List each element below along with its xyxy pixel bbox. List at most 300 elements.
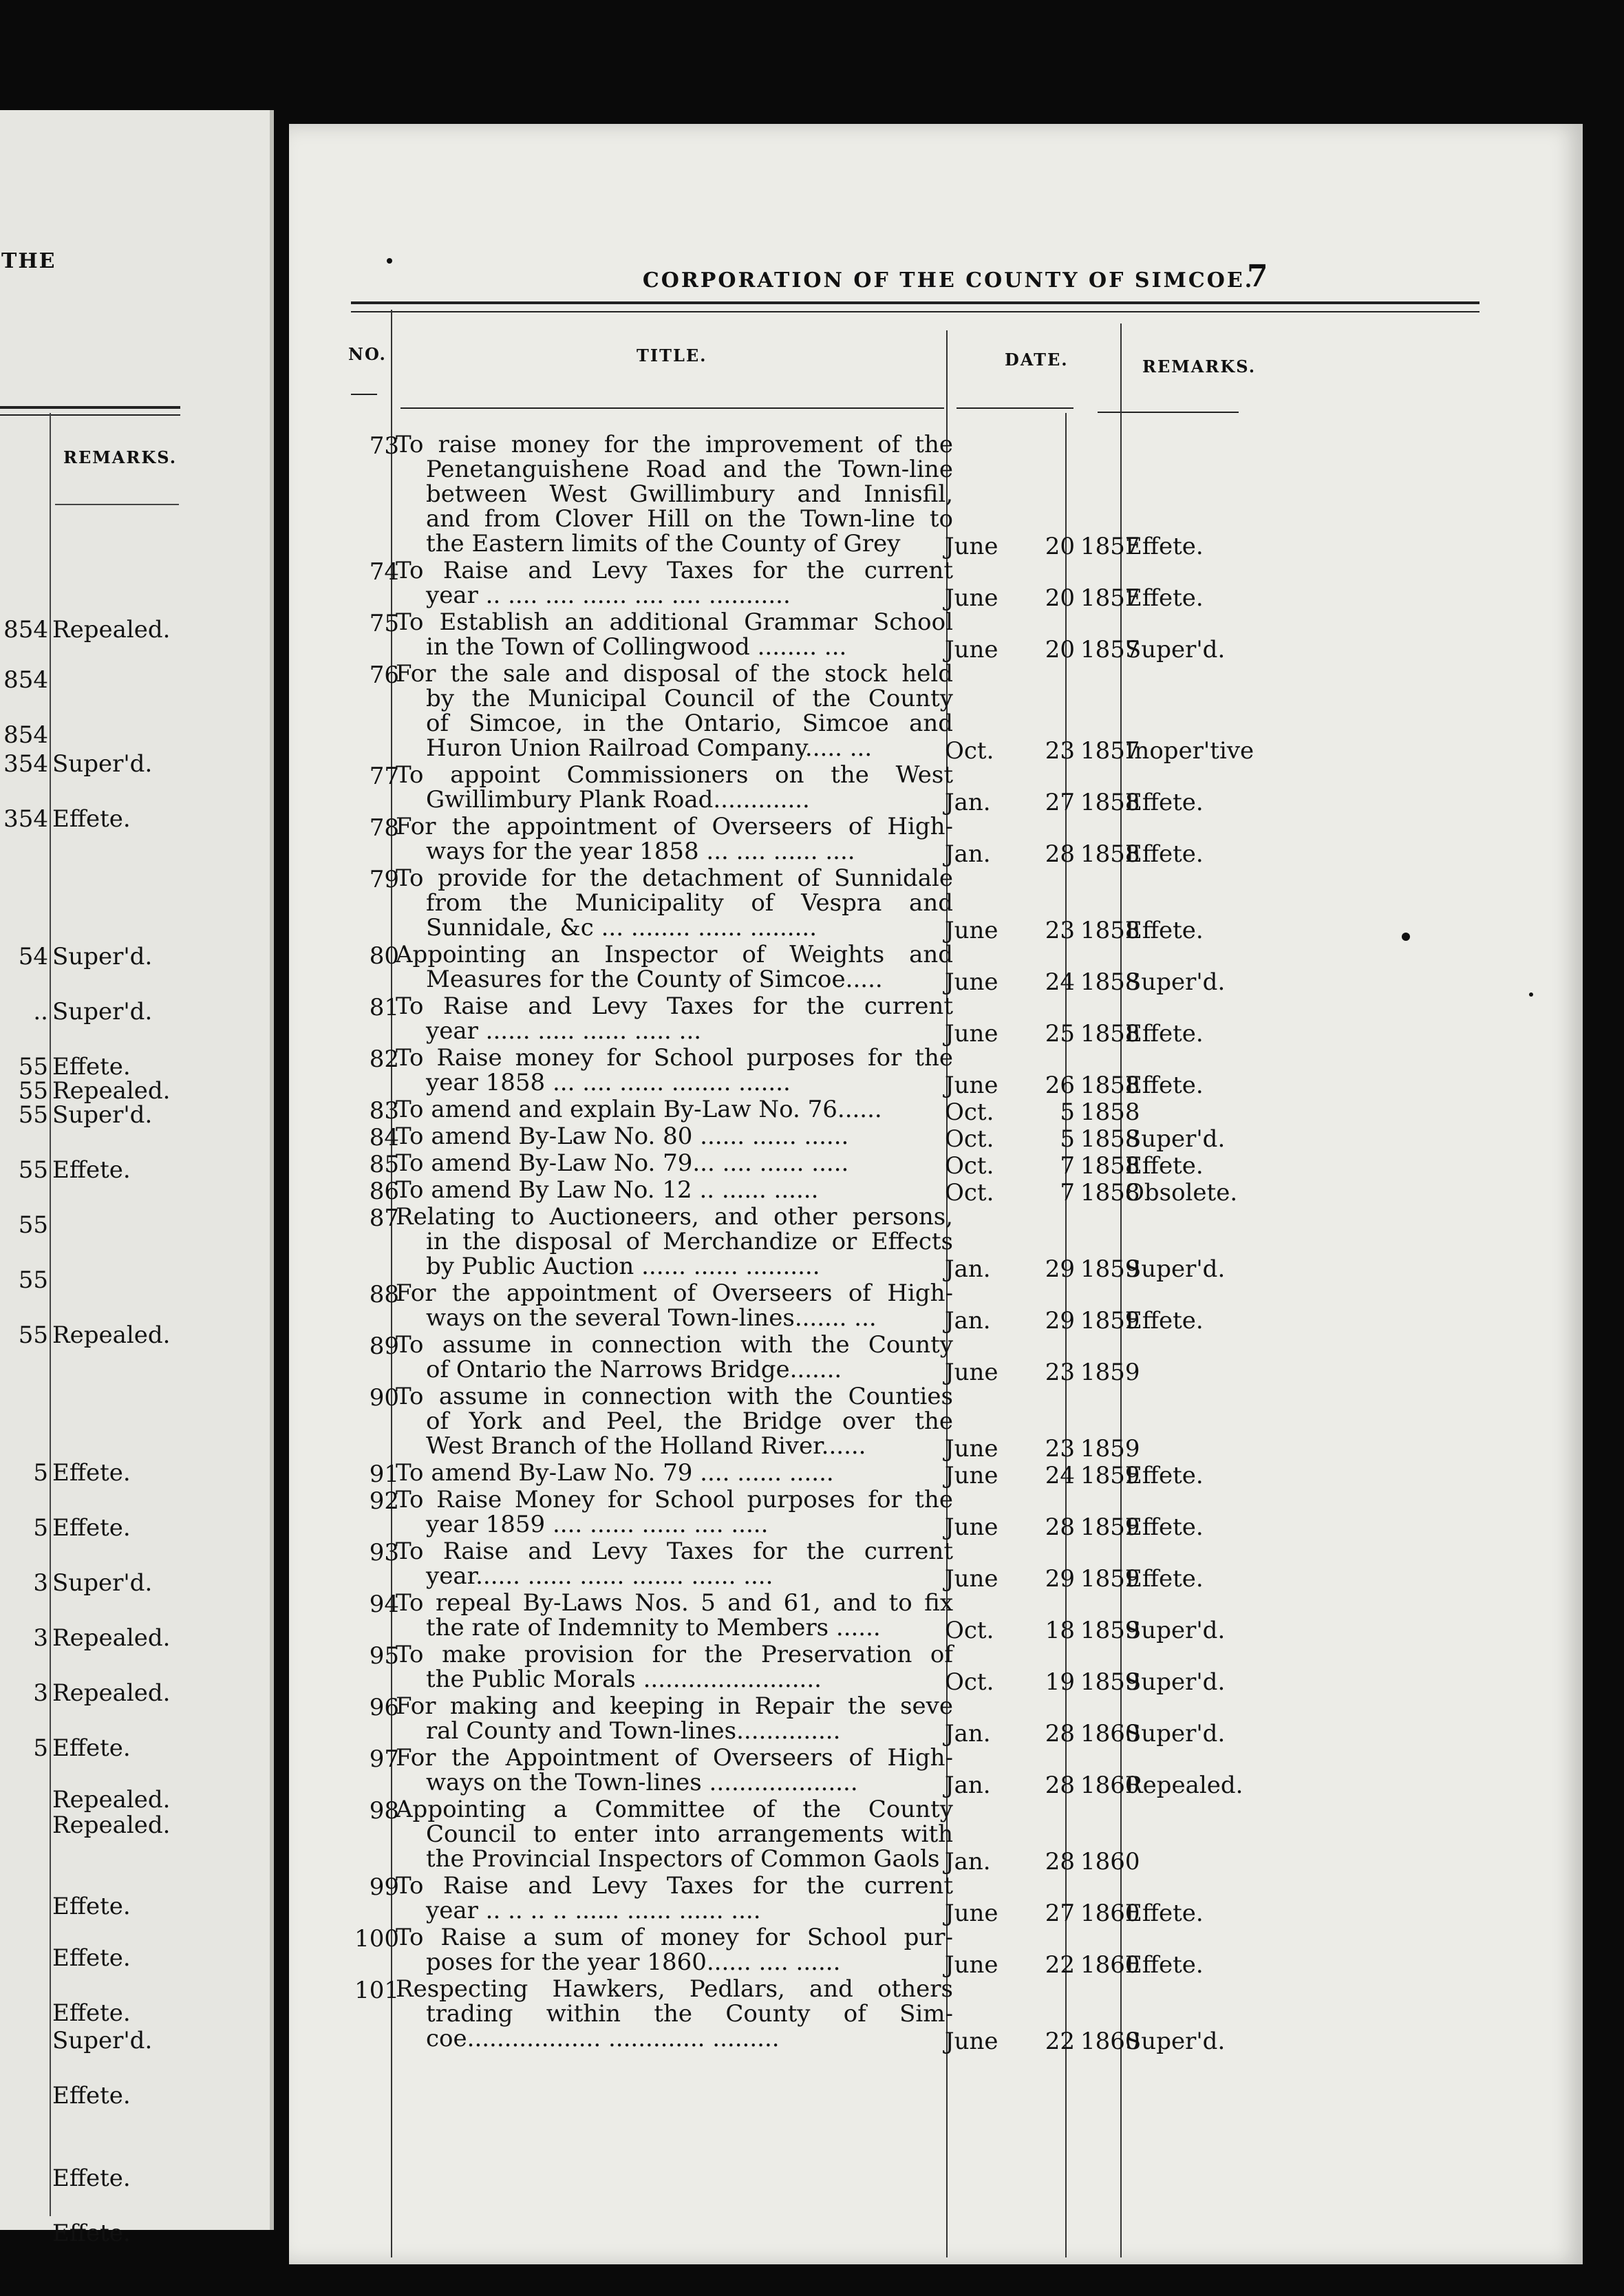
left-page-entry xyxy=(0,1211,52,1239)
bylaw-date-day: 24 xyxy=(1045,1462,1075,1489)
column-header-no: NO. xyxy=(348,344,387,364)
bylaw-title xyxy=(396,1460,953,1485)
left-page-running-head: THE xyxy=(1,249,56,273)
bylaw-date-day: 20 xyxy=(1045,636,1075,663)
bylaw-date-day: 18 xyxy=(1045,1617,1075,1644)
bylaw-remark: Super'd. xyxy=(1125,636,1226,663)
left-page-rule xyxy=(0,406,180,409)
left-page-remark: Effete. xyxy=(52,1734,131,1762)
bylaw-remark: Super'd. xyxy=(1125,1255,1226,1283)
left-page-entry xyxy=(0,1999,131,2027)
left-page-remark: Super'd. xyxy=(52,1101,153,1129)
bylaw-date-month: Oct. xyxy=(945,737,994,765)
bylaw-date-year: 1859 xyxy=(1080,1435,1140,1463)
column-header-date: DATE. xyxy=(1005,350,1069,370)
left-page-remark: Effete. xyxy=(52,805,131,833)
bylaw-title-line: from the Municipality of Vespra and xyxy=(426,889,953,917)
bylaw-remark: Effete. xyxy=(1125,1072,1204,1099)
bylaw-number: 77 xyxy=(369,763,399,790)
bylaw-title xyxy=(396,661,953,761)
bylaw-remark: Inoper'tive xyxy=(1125,737,1254,765)
bylaw-date-month: June xyxy=(945,968,998,996)
bylaw-remark: Effete. xyxy=(1125,1020,1204,1048)
left-page-remark: Repealed. xyxy=(52,1624,171,1652)
bylaw-title-line: To amend By-Law No. 80 ...... ...... ...... xyxy=(396,1123,849,1150)
left-page-rule xyxy=(55,504,179,505)
bylaw-title-line: To amend By Law No. 12 .. ...... ...... xyxy=(396,1176,819,1204)
bylaw-title xyxy=(396,1178,953,1202)
bylaw-title-line: poses for the year 1860...... .... ...... xyxy=(426,1948,841,1976)
bylaw-date-year: 1859 xyxy=(1080,1513,1140,1541)
bylaw-date-day: 29 xyxy=(1045,1307,1075,1335)
left-page-entry xyxy=(0,2165,131,2192)
bylaw-date-year: 1860 xyxy=(1080,1951,1140,1979)
bylaw-title-line: ways on the Town-lines .................... xyxy=(426,1769,858,1796)
bylaw-date-month: June xyxy=(945,1020,998,1048)
bylaw-title-line: trading within the County of Sim- xyxy=(426,2000,953,2028)
bylaw-date-day: 19 xyxy=(1045,1668,1075,1696)
bylaw-title xyxy=(396,1384,953,1458)
bylaw-number: 101 xyxy=(354,1977,399,2004)
bylaw-title-line: To amend By-Law No. 79 .... ...... ...... xyxy=(396,1459,834,1487)
bylaw-date-day: 28 xyxy=(1045,1513,1075,1541)
left-page-year: 55 xyxy=(18,1077,48,1105)
left-page-remark: Effete. xyxy=(52,1999,131,2027)
left-page-remark: Effete. xyxy=(52,1893,131,1920)
bylaw-title xyxy=(396,1539,953,1588)
bylaw-title-line: year .. .... .... ...... .... .... ........... xyxy=(426,582,791,609)
bylaw-remark: Effete. xyxy=(1125,1152,1204,1180)
left-page-entry xyxy=(0,1893,131,1920)
bylaw-number: 91 xyxy=(369,1460,399,1488)
left-page-remark: Effete. xyxy=(52,1053,131,1081)
left-page-entry xyxy=(0,721,52,749)
bylaw-date-month: Oct. xyxy=(945,1617,994,1644)
bylaw-date-day: 26 xyxy=(1045,1072,1075,1099)
bylaw-remark: Repealed. xyxy=(1125,1772,1243,1799)
bylaw-title-line: For the appointment of Overseers of High- xyxy=(396,1279,953,1307)
left-page-remark: Effete. xyxy=(52,2082,131,2109)
bylaw-title-line: To provide for the detachment of Sunnidale xyxy=(396,864,953,892)
bylaw-remark: Effete. xyxy=(1125,1900,1204,1927)
bylaw-number: 75 xyxy=(369,610,399,637)
bylaw-title xyxy=(396,1925,953,1975)
left-page-entry xyxy=(0,1786,170,1814)
left-page-year: 854 xyxy=(3,616,48,644)
bylaw-number: 99 xyxy=(369,1873,399,1901)
bylaw-title-line: To Establish an additional Grammar School xyxy=(396,608,953,636)
bylaw-title xyxy=(396,1977,953,2051)
bylaw-date-month: Jan. xyxy=(945,1848,991,1875)
bylaw-number: 74 xyxy=(369,558,399,586)
bylaw-date-year: 1858 xyxy=(1080,1098,1140,1126)
bylaw-title xyxy=(396,1045,953,1095)
left-page-entry xyxy=(0,1944,131,1972)
bylaw-title-line: year .. .. .. .. ...... ...... ...... .... xyxy=(426,1897,761,1924)
bylaw-title-line: Measures for the County of Simcoe..... xyxy=(426,966,883,993)
bylaw-number: 93 xyxy=(369,1539,399,1566)
left-page-entry xyxy=(0,1624,170,1652)
bylaw-date-day: 22 xyxy=(1045,1951,1075,1979)
bylaw-number: 84 xyxy=(369,1124,399,1151)
bylaw-number: 94 xyxy=(369,1591,399,1618)
left-page-entry xyxy=(0,1459,131,1487)
bylaw-title-line: To Raise money for School purposes for the xyxy=(396,1044,953,1072)
bylaw-date-day: 7 xyxy=(1060,1152,1075,1180)
left-page-entry xyxy=(0,998,152,1025)
left-page-year: 55 xyxy=(18,1321,48,1349)
bylaw-date-month: Oct. xyxy=(945,1668,994,1696)
bylaw-date-day: 5 xyxy=(1060,1098,1075,1126)
left-page-year: 55 xyxy=(18,1053,48,1081)
bylaw-date-month: Oct. xyxy=(945,1125,994,1153)
left-page-entry xyxy=(0,1266,52,1294)
bylaw-number: 88 xyxy=(369,1281,399,1308)
left-page-entry xyxy=(0,1569,152,1597)
bylaw-title-line: of Ontario the Narrows Bridge....... xyxy=(426,1356,842,1383)
bylaw-title-line: by the Municipal Council of the County xyxy=(426,685,953,712)
bylaw-date-day: 23 xyxy=(1045,917,1075,944)
bylaw-date-month: June xyxy=(945,1359,998,1386)
bylaw-title xyxy=(396,1873,953,1923)
left-page-entry xyxy=(0,1156,131,1184)
bylaw-number: 76 xyxy=(369,661,399,689)
bylaw-remark: Effete. xyxy=(1125,840,1204,868)
bylaw-title-line: To Raise and Levy Taxes for the current xyxy=(396,1872,953,1900)
bylaw-title-line: To make provision for the Preservation of xyxy=(396,1641,953,1668)
left-page-remark: Repealed. xyxy=(52,616,171,644)
left-page-remark: Repealed. xyxy=(52,1679,171,1707)
bylaw-date-year: 1860 xyxy=(1080,1720,1140,1747)
bylaw-date-day: 5 xyxy=(1060,1125,1075,1153)
bylaw-title-line: coe.................. ............. ......... xyxy=(426,2025,780,2052)
bylaw-title-line: the Public Morals ........................ xyxy=(426,1666,822,1693)
bylaw-date-day: 7 xyxy=(1060,1179,1075,1207)
bylaw-remark: Effete. xyxy=(1125,1462,1204,1489)
bylaw-title-line: To raise money for the improvement of the xyxy=(396,431,953,458)
left-page-year: 854 xyxy=(3,721,48,749)
bylaw-number: 80 xyxy=(369,942,399,970)
left-page-remark: Effete. xyxy=(52,1156,131,1184)
bylaw-date-month: Jan. xyxy=(945,1720,991,1747)
bylaw-title-line: year ...... ..... ...... ..... ... xyxy=(426,1017,702,1045)
bylaw-remark: Effete. xyxy=(1125,1565,1204,1593)
bylaw-title xyxy=(396,994,953,1043)
bylaw-title xyxy=(396,1332,953,1382)
bylaw-date-year: 1857 xyxy=(1080,584,1140,612)
left-page-remark: Super'd. xyxy=(52,750,153,778)
bylaw-number: 78 xyxy=(369,814,399,842)
bylaw-title xyxy=(396,763,953,812)
bylaw-remark: Super'd. xyxy=(1125,1617,1226,1644)
column-header-remarks: REMARKS. xyxy=(1142,357,1257,376)
bylaw-date-year: 1859 xyxy=(1080,1617,1140,1644)
bylaw-number: 96 xyxy=(369,1694,399,1721)
bylaw-title-line: in the disposal of Merchandize or Effects xyxy=(426,1228,953,1255)
bylaw-remark: Effete. xyxy=(1125,1513,1204,1541)
bylaw-number: 98 xyxy=(369,1797,399,1825)
left-page-entry xyxy=(0,805,131,833)
bylaw-date-month: Jan. xyxy=(945,1255,991,1283)
bylaw-number: 89 xyxy=(369,1332,399,1360)
bylaw-date-year: 1858 xyxy=(1080,840,1140,868)
bylaw-title-line: To Raise Money for School purposes for the xyxy=(396,1486,953,1513)
bylaw-date-month: June xyxy=(945,1435,998,1463)
bylaw-date-month: June xyxy=(945,584,998,612)
left-page-entry xyxy=(0,943,152,970)
bylaw-title-line: by Public Auction ...... ...... .......... xyxy=(426,1253,820,1280)
bylaw-date-year: 1857 xyxy=(1080,737,1140,765)
bylaw-date-day: 28 xyxy=(1045,1772,1075,1799)
bylaw-title-line: For the sale and disposal of the stock held xyxy=(396,660,953,688)
bylaw-title xyxy=(396,1281,953,1330)
bylaw-date-year: 1859 xyxy=(1080,1668,1140,1696)
bylaw-date-year: 1859 xyxy=(1080,1462,1140,1489)
bylaw-number: 73 xyxy=(369,432,399,460)
left-page-remark: Repealed. xyxy=(52,1786,171,1814)
left-page-year: 5 xyxy=(33,1514,48,1542)
bylaw-date-day: 28 xyxy=(1045,1848,1075,1875)
left-page-entry xyxy=(0,2027,152,2054)
left-page-remarks-header: REMARKS. xyxy=(63,447,178,467)
bylaw-date-day: 27 xyxy=(1045,789,1075,816)
bylaw-number: 90 xyxy=(369,1384,399,1412)
left-page-remark: Effete. xyxy=(52,2165,131,2192)
bylaw-date-month: Jan. xyxy=(945,1307,991,1335)
bylaw-title-line: To appoint Commissioners on the West xyxy=(396,761,953,789)
left-page-entry xyxy=(0,1321,170,1349)
bylaw-date-month: June xyxy=(945,1951,998,1979)
left-page-entry xyxy=(0,1811,170,1839)
bylaw-title-line: West Branch of the Holland River...... xyxy=(426,1432,866,1460)
left-page-year: 854 xyxy=(3,666,48,694)
bylaw-title-line: To assume in connection with the Counties xyxy=(396,1383,953,1410)
bylaw-title xyxy=(396,558,953,608)
left-page-year: 354 xyxy=(3,805,48,833)
bylaw-date-day: 23 xyxy=(1045,1435,1075,1463)
left-page-remark: Effete. xyxy=(52,1459,131,1487)
left-page-year: 54 xyxy=(18,943,48,970)
bylaw-date-year: 1857 xyxy=(1080,533,1140,560)
bylaw-title xyxy=(396,1097,953,1122)
bylaw-remark: Effete. xyxy=(1125,533,1204,560)
bylaw-remark: Super'd. xyxy=(1125,1125,1226,1153)
bylaw-title-line: in the Town of Collingwood ........ ... xyxy=(426,633,847,661)
bylaw-remark: Effete. xyxy=(1125,1951,1204,1979)
bylaw-date-month: June xyxy=(945,917,998,944)
bylaw-number: 79 xyxy=(369,866,399,893)
left-page-remark: Super'd. xyxy=(52,943,153,970)
bylaw-title xyxy=(396,1642,953,1692)
bylaw-title-line: Appointing a Committee of the County xyxy=(396,1796,953,1823)
bylaw-date-year: 1858 xyxy=(1080,789,1140,816)
bylaw-date-day: 25 xyxy=(1045,1020,1075,1048)
bylaw-title xyxy=(396,432,953,556)
bylaw-title-line: Penetanguishene Road and the Town-line xyxy=(426,456,953,483)
ink-speck xyxy=(1529,992,1533,997)
left-page-entry xyxy=(0,1077,170,1105)
bylaw-title xyxy=(396,1694,953,1743)
bylaw-remark: Effete. xyxy=(1125,789,1204,816)
left-page-remark: Effete. xyxy=(52,1514,131,1542)
bylaw-title xyxy=(396,1124,953,1149)
bylaw-number: 97 xyxy=(369,1745,399,1773)
bylaw-title-line: To Raise and Levy Taxes for the current xyxy=(396,1538,953,1565)
bylaw-title-line: ways on the several Town-lines....... ... xyxy=(426,1304,877,1332)
bylaw-date-year: 1858 xyxy=(1080,1072,1140,1099)
bylaw-title-line: year...... ...... ...... ....... ...... .... xyxy=(426,1562,773,1590)
bylaw-title-line: Gwillimbury Plank Road............. xyxy=(426,786,810,814)
bylaw-title-line: of Simcoe, in the Ontario, Simcoe and xyxy=(426,710,953,737)
left-page-entry xyxy=(0,616,170,644)
left-page-remark: Effete. xyxy=(52,1944,131,1972)
bylaw-title-line: Council to enter into arrangements with xyxy=(426,1820,953,1848)
bylaw-date-month: June xyxy=(945,1565,998,1593)
left-page-year: 3 xyxy=(33,1624,48,1652)
bylaw-date-year: 1859 xyxy=(1080,1307,1140,1335)
bylaw-title xyxy=(396,1151,953,1176)
bylaw-date-month: June xyxy=(945,533,998,560)
bylaw-date-month: June xyxy=(945,1513,998,1541)
bylaw-title-line: between West Gwillimbury and Innisfil, xyxy=(426,480,953,508)
left-page-year: 5 xyxy=(33,1734,48,1762)
ink-speck xyxy=(387,258,392,264)
bylaw-title xyxy=(396,1591,953,1640)
bylaw-date-month: June xyxy=(945,1462,998,1489)
left-page-entry xyxy=(0,1734,131,1762)
bylaw-title-line: Respecting Hawkers, Pedlars, and others xyxy=(396,1975,953,2003)
left-page-entry xyxy=(0,1679,170,1707)
bylaw-number: 87 xyxy=(369,1204,399,1232)
bylaw-date-month: June xyxy=(945,636,998,663)
bylaw-title-line: Sunnidale, &c ... ........ ...... ......... xyxy=(426,914,818,942)
bylaw-table xyxy=(289,124,1583,2264)
bylaw-title-line: of York and Peel, the Bridge over the xyxy=(426,1407,953,1435)
bylaw-date-month: Oct. xyxy=(945,1152,994,1180)
left-page-year: 55 xyxy=(18,1211,48,1239)
bylaw-date-month: Jan. xyxy=(945,1772,991,1799)
bylaw-number: 85 xyxy=(369,1151,399,1178)
bylaw-number: 81 xyxy=(369,994,399,1021)
bylaw-title-line: To repeal By-Laws Nos. 5 and 61, and to fix xyxy=(396,1589,953,1617)
bylaw-date-month: Oct. xyxy=(945,1179,994,1207)
bylaw-number: 83 xyxy=(369,1097,399,1125)
bylaw-date-year: 1859 xyxy=(1080,1255,1140,1283)
left-page-year: 354 xyxy=(3,750,48,778)
bylaw-remark: Effete. xyxy=(1125,917,1204,944)
bylaw-title-line: To amend By-Law No. 79... .... ...... ..... xyxy=(396,1149,849,1177)
bylaw-title-line: the Provincial Inspectors of Common Gaols xyxy=(426,1845,940,1873)
left-page-entry xyxy=(0,1101,152,1129)
bylaw-title-line: To Raise and Levy Taxes for the current xyxy=(396,992,953,1020)
bylaw-title-line: year 1858 ... .... ...... ........ ....... xyxy=(426,1069,791,1096)
bylaw-date-year: 1860 xyxy=(1080,1772,1140,1799)
bylaw-title xyxy=(396,866,953,940)
bylaw-title-line: ways for the year 1858 ... .... ...... .... xyxy=(426,838,855,865)
bylaw-title-line: ral County and Town-lines.............. xyxy=(426,1717,841,1745)
bylaw-date-day: 27 xyxy=(1045,1900,1075,1927)
bylaw-title xyxy=(396,610,953,659)
bylaw-date-day: 24 xyxy=(1045,968,1075,996)
bylaw-title-line: For the Appointment of Overseers of High- xyxy=(396,1744,953,1772)
bylaw-date-month: Oct. xyxy=(945,1098,994,1126)
bylaw-date-day: 29 xyxy=(1045,1565,1075,1593)
bylaw-date-day: 23 xyxy=(1045,1359,1075,1386)
left-page-year: 3 xyxy=(33,1679,48,1707)
bylaw-date-year: 1858 xyxy=(1080,1152,1140,1180)
left-page-year: 55 xyxy=(18,1101,48,1129)
bylaw-title-line: For the appointment of Overseers of High- xyxy=(396,813,953,840)
bylaw-remark: Obsolete. xyxy=(1125,1179,1238,1207)
bylaw-remark: Effete. xyxy=(1125,584,1204,612)
left-page-remark: Repealed. xyxy=(52,1811,171,1839)
bylaw-date-year: 1860 xyxy=(1080,1848,1140,1875)
left-page-entry xyxy=(0,2220,131,2247)
bylaw-title-line: To amend and explain By-Law No. 76...... xyxy=(396,1096,882,1123)
bylaw-remark: Super'd. xyxy=(1125,1668,1226,1696)
left-page-entry xyxy=(0,750,152,778)
bylaw-title-line: the rate of Indemnity to Members ...... xyxy=(426,1614,881,1641)
register-page xyxy=(289,124,1583,2264)
bylaw-title-line: For making and keeping in Repair the seve xyxy=(396,1692,953,1720)
bylaw-date-year: 1860 xyxy=(1080,1900,1140,1927)
bylaw-date-year: 1858 xyxy=(1080,1179,1140,1207)
left-page-year: 55 xyxy=(18,1156,48,1184)
bylaw-number: 95 xyxy=(369,1642,399,1670)
left-page-entry xyxy=(0,1514,131,1542)
bylaw-number: 100 xyxy=(354,1925,399,1953)
left-page-rule xyxy=(0,414,180,416)
bylaw-remark: Super'd. xyxy=(1125,968,1226,996)
bylaw-date-month: June xyxy=(945,1900,998,1927)
bylaw-title-line: Relating to Auctioneers, and other persons, xyxy=(396,1203,953,1231)
bylaw-number: 92 xyxy=(369,1487,399,1515)
bylaw-title xyxy=(396,814,953,864)
left-page-year: 5 xyxy=(33,1459,48,1487)
bylaw-title xyxy=(396,1745,953,1795)
bylaw-date-year: 1858 xyxy=(1080,1020,1140,1048)
bylaw-title-line: and from Clover Hill on the Town-line to xyxy=(426,505,953,533)
bylaw-title xyxy=(396,942,953,992)
bylaw-date-year: 1858 xyxy=(1080,917,1140,944)
bylaw-date-day: 28 xyxy=(1045,1720,1075,1747)
bylaw-date-month: Jan. xyxy=(945,840,991,868)
bylaw-title xyxy=(396,1797,953,1871)
bylaw-date-year: 1858 xyxy=(1080,1125,1140,1153)
left-page-remark: Effete. xyxy=(52,2220,131,2247)
left-page-remark: Super'd. xyxy=(52,2027,153,2054)
bylaw-date-year: 1860 xyxy=(1080,2028,1140,2055)
bylaw-date-day: 20 xyxy=(1045,533,1075,560)
bylaw-title-line: year 1859 .... ...... ...... .... ..... xyxy=(426,1511,769,1538)
running-head: CORPORATION OF THE COUNTY OF SIMCOE. xyxy=(642,268,1254,293)
column-header-title: TITLE. xyxy=(637,346,707,365)
bylaw-date-month: June xyxy=(945,1072,998,1099)
bylaw-title-line: Appointing an Inspector of Weights and xyxy=(396,941,953,968)
left-page-entry xyxy=(0,666,52,694)
left-page-remark: Repealed. xyxy=(52,1077,171,1105)
bylaw-title xyxy=(396,1204,953,1279)
ink-speck xyxy=(1402,933,1410,941)
left-facing-page xyxy=(0,110,274,2247)
bylaw-title-line: To assume in connection with the County xyxy=(396,1331,953,1359)
bylaw-date-day: 20 xyxy=(1045,584,1075,612)
bylaw-title-line: To Raise and Levy Taxes for the current xyxy=(396,557,953,584)
bylaw-date-year: 1859 xyxy=(1080,1565,1140,1593)
bylaw-remark: Effete. xyxy=(1125,1307,1204,1335)
bylaw-date-year: 1858 xyxy=(1080,968,1140,996)
bylaw-date-month: Jan. xyxy=(945,789,991,816)
